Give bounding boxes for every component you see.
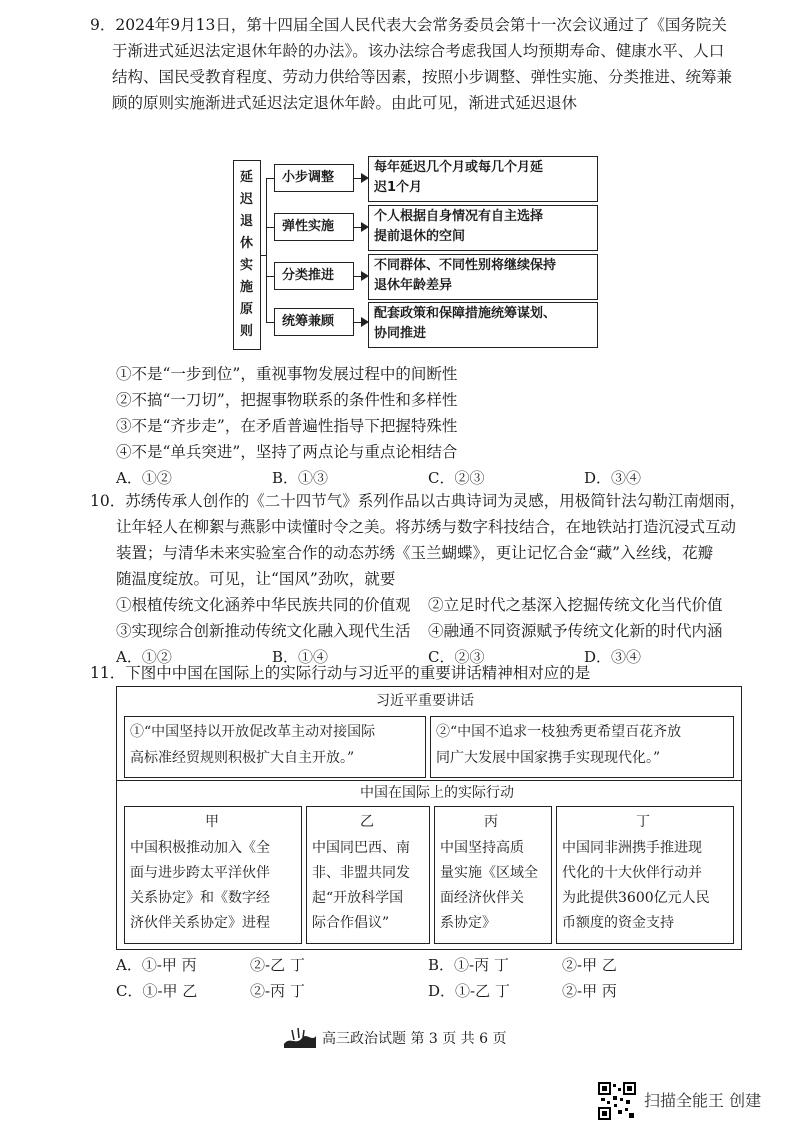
action-line: 面与进步跨太平洋伙伴 [130, 865, 270, 881]
diagram-bracket-tick [261, 255, 267, 256]
action-line: 代化的十大伙伴行动并 [562, 865, 702, 881]
footer-page-info: 高三政治试题 第 3 页 共 6 页 [322, 1031, 507, 1047]
action-line: 中国同巴西、南 [312, 840, 410, 856]
q9-stem-line-4: 顾的原则实施渐进式延迟法定退休年龄。由此可见，渐进式延迟退休 [112, 94, 578, 112]
q9-option-c[interactable]: C．②③ [428, 469, 485, 487]
speech-2-line: ②“中国不追求一枝独秀更希望百花齐放 [436, 724, 682, 740]
q10-statement: ①根植传统文化涵养中华民族共同的价值观 [116, 596, 411, 614]
q9-stem-line-1: 9．2024年9月13日，第十四届全国人民代表大会常务委员会第十一次会议通过了《国务院关 [90, 16, 727, 34]
description-line: 迟1个月 [374, 180, 423, 195]
principle-label: 统筹兼顾 [282, 314, 335, 329]
scanner-watermark: 扫描全能王 创建 [644, 1091, 762, 1110]
action-line: 际合作倡议” [312, 915, 390, 931]
q9-stem-line-2: 于渐进式延迟法定退休年龄的办法》。该办法综合考虑我国人均预期寿命、健康水平、人口 [112, 42, 725, 60]
q10-stem-line-4: 随温度绽放。可见，让“国风”劲吹，就要 [116, 570, 396, 588]
q10-statement: ④融通不同资源赋予传统文化新的时代内涵 [428, 622, 723, 640]
diagram-bracket [266, 178, 267, 322]
q11-option-c-part2[interactable]: ②-丙 丁 [250, 982, 305, 1000]
q10-stem-line-1: 10．苏绣传承人创作的《二十四节气》系列作品以古典诗词为灵感，用极简针法勾勒江南烟雨， [90, 492, 746, 510]
action-line: 系协定》 [440, 915, 496, 931]
action-label: 甲 [205, 814, 219, 830]
description-line: 退休年龄差异 [374, 278, 453, 293]
action-line: 面经济伙伴关 [440, 890, 524, 906]
q11-option-c[interactable]: C．①-甲 乙 [116, 982, 198, 1000]
description-line: 不同群体、不同性别将继续保持 [374, 258, 557, 273]
q9-statement: ②不搞“一刀切”，把握事物联系的条件性和多样性 [116, 391, 458, 409]
description-line: 每年延迟几个月或每几个月延 [374, 160, 544, 175]
qr-code-icon [598, 1082, 636, 1120]
action-label: 丙 [484, 814, 498, 830]
diagram-connector [266, 227, 274, 228]
diagram-title-char: 休 [240, 236, 254, 251]
actions-header: 中国在国际上的实际行动 [360, 785, 514, 801]
action-line: 济伙伴关系协定》进程 [130, 915, 270, 931]
diagram-connector [266, 178, 274, 179]
q11-option-d[interactable]: D．①-乙 丁 [428, 982, 510, 1000]
q10-stem-line-3: 装置；与清华未来实验室合作的动态苏绣《玉兰蝴蝶》，更让记忆合金“藏”入丝线，花瓣 [116, 544, 714, 562]
q9-statement: ③不是“齐步走”，在矛盾普遍性指导下把握特殊性 [116, 417, 458, 435]
ink-smudge-icon [282, 1026, 318, 1050]
q9-stem-line-3: 结构、国民受教育程度、劳动力供给等因素，按照小步调整、弹性实施、分类推进、统筹兼 [112, 68, 733, 86]
q10-option-a[interactable]: A．①② [116, 648, 172, 666]
q9-option-b[interactable]: B．①③ [272, 469, 329, 487]
action-line: 币额度的资金支持 [562, 915, 674, 931]
diagram-connector [266, 276, 274, 277]
q11-option-a-part2[interactable]: ②-乙 丁 [250, 956, 305, 974]
action-line: 中国坚持高质 [440, 840, 524, 856]
diagram-title-char: 退 [240, 214, 254, 229]
description-line: 提前退休的空间 [374, 229, 466, 244]
action-line: 量实施《区域全 [440, 865, 538, 881]
description-line: 协同推进 [374, 326, 427, 341]
q9-option-d[interactable]: D．③④ [584, 469, 642, 487]
action-line: 起“开放科学国 [312, 890, 404, 906]
diagram-title-char: 延 [240, 170, 254, 185]
speech-header: 习近平重要讲话 [376, 693, 474, 709]
diagram-title-char: 迟 [240, 192, 254, 207]
q9-option-a[interactable]: A．①② [116, 469, 172, 487]
speech-1-line: ①“中国坚持以开放促改革主动对接国际 [130, 724, 376, 740]
action-line: 为此提供3600亿元人民 [562, 890, 710, 906]
q9-statement: ④不是“单兵突进”，坚持了两点论与重点论相结合 [116, 443, 458, 461]
q11-stem: 11．下图中中国在国际上的实际行动与习近平的重要讲话精神相对应的是 [90, 664, 591, 682]
description-line: 个人根据自身情况有自主选择 [374, 209, 544, 224]
principle-label: 弹性实施 [282, 219, 335, 234]
q11-option-b[interactable]: B．①-丙 丁 [428, 956, 509, 974]
action-line: 关系协定》和《数字经 [130, 890, 270, 906]
q10-option-d[interactable]: D．③④ [584, 648, 642, 666]
diagram-connector [266, 322, 274, 323]
q9-statement: ①不是“一步到位”，重视事物发展过程中的间断性 [116, 365, 458, 383]
diagram-title-char: 实 [240, 258, 254, 273]
q11-option-d-part2[interactable]: ②-甲 丙 [562, 982, 617, 1000]
q10-option-c[interactable]: C．②③ [428, 648, 485, 666]
diagram-title-char: 原 [240, 302, 254, 317]
q10-statement: ②立足时代之基深入挖掘传统文化当代价值 [428, 596, 723, 614]
diagram-title-char: 则 [240, 324, 254, 339]
q10-statement: ③实现综合创新推动传统文化融入现代生活 [116, 622, 411, 640]
action-line: 中国同非洲携手推进现 [562, 840, 702, 856]
diagram-title-char: 施 [240, 280, 254, 295]
action-line: 中国积极推动加入《全 [130, 840, 270, 856]
description-line: 配套政策和保障措施统筹谋划、 [374, 306, 557, 321]
q11-option-a[interactable]: A．①-甲 丙 [116, 956, 197, 974]
principle-label: 小步调整 [282, 170, 335, 185]
speech-1-line: 高标准经贸规则积极扩大自主开放。” [130, 750, 355, 766]
q11-option-b-part2[interactable]: ②-甲 乙 [562, 956, 617, 974]
action-label: 丁 [636, 814, 650, 830]
action-line: 非、非盟共同发 [312, 865, 410, 881]
speech-2-line: 同广大发展中国家携手实现现代化。” [436, 750, 661, 766]
principle-label: 分类推进 [282, 268, 335, 283]
action-label: 乙 [360, 814, 374, 830]
q10-stem-line-2: 让年轻人在柳絮与燕影中读懂时令之美。将苏绣与数字科技结合，在地铁站打造沉浸式互动 [116, 518, 737, 536]
q10-option-b[interactable]: B．①④ [272, 648, 329, 666]
